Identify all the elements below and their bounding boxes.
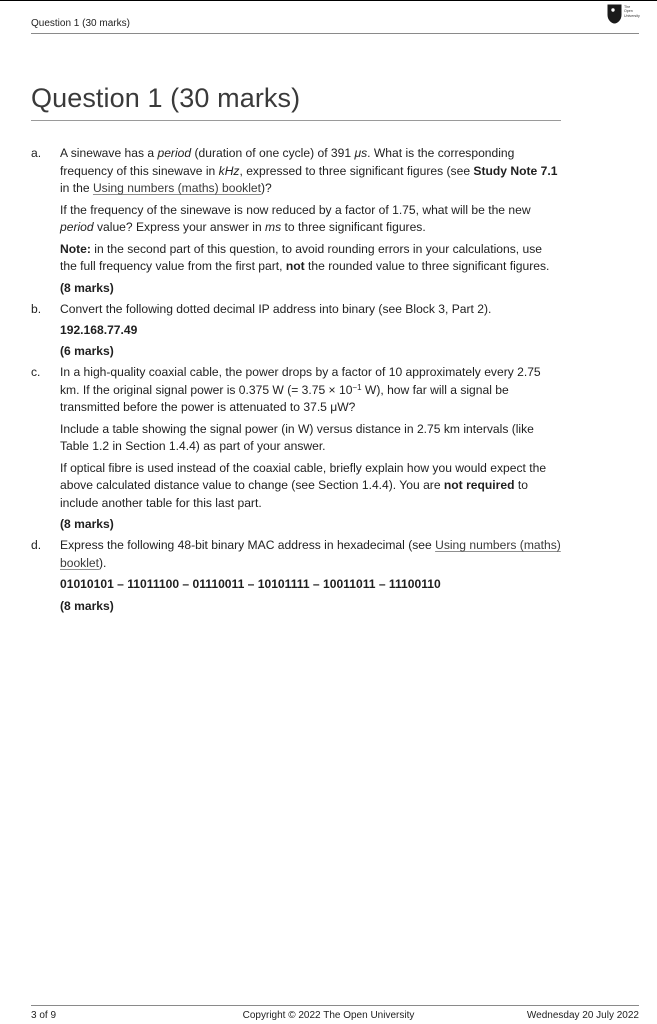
question-a-note: Note: in the second part of this question, to avoid rounding errors in your calculations, use the full frequency value from the first part, not the rounded value to three significant figures. [60,241,550,274]
title-divider [31,120,561,121]
question-letter: a. [31,146,42,160]
page-top-border [0,0,657,1]
question-d-text: Express the following 48-bit binary MAC address in hexadecimal (see Using numbers (maths) booklet). [60,538,561,571]
question-c-text-3: If optical fibre is used instead of the coaxial cable, briefly explain how you would expect the above calculated distance value to change (see Section 1.4.4). You are not required to include another table for this last part. [60,460,547,511]
ip-address: 192.168.77.49 [60,322,138,337]
ou-shield-icon [607,4,622,24]
question-c-text-2: Include a table showing the signal power (in W) versus distance in 2.75 km intervals (like Table 1.2 in Section 1.4.4) as part of your answer. [60,421,534,454]
question-letter: b. [31,301,42,316]
running-header: Question 1 (30 marks) [31,18,130,29]
copyright: Copyright © 2022 The Open University [242,1010,415,1021]
date: Wednesday 20 July 2022 [526,1010,639,1021]
page-title: Question 1 (30 marks) [31,83,301,113]
question-b [31,301,562,364]
question-b-text: Convert the following dotted decimal IP address into binary (see Block 3, Part 2). [60,301,492,316]
header-divider [31,33,639,34]
question-b-marks: (6 marks) [60,344,114,359]
question-c [31,364,562,537]
question-a-text-1: A sinewave has a period (duration of one cycle) of 391 μs. What is the corresponding frequency of this sinewave in kHz, expressed to three significant figures (see Study Note 7.1 in the Using numbers (maths) booklet)? [60,146,558,196]
question-a [31,145,562,301]
page-number: 3 of 9 [31,1010,57,1021]
question-c-marks: (8 marks) [60,517,114,532]
question-d [31,537,562,618]
question-d-marks: (8 marks) [60,598,114,613]
maths-booklet-link[interactable]: Using numbers (maths) booklet [60,538,561,571]
question-letter: c. [31,365,41,380]
logo-text: The Open University [624,5,640,18]
question-letter: d. [31,538,42,553]
questions-content [31,145,562,619]
question-c-text-1: In a high-quality coaxial cable, the power drops by a factor of 10 approximately every 2.75 km. If the original signal power is 0.375 W (= $3.75 \times 10^{-1}$ W), how far will a signal be transmitted before the power is attenuated to 37.5 μW? [60,365,541,415]
question-a-text-2: If the frequency of the sinewave is now reduced by a factor of 1.75, what will be the new period value? Express your answer in ms to three significant figures. [60,202,531,235]
maths-booklet-link[interactable]: Using numbers (maths) booklet [92,181,261,196]
footer-divider [31,1005,639,1006]
question-a-marks: (8 marks) [60,280,114,295]
mac-address: 01010101 – 11011100 – 01110011 – 10101111 – 10011011 – 11100110 [60,577,441,592]
ou-logo [607,4,640,26]
